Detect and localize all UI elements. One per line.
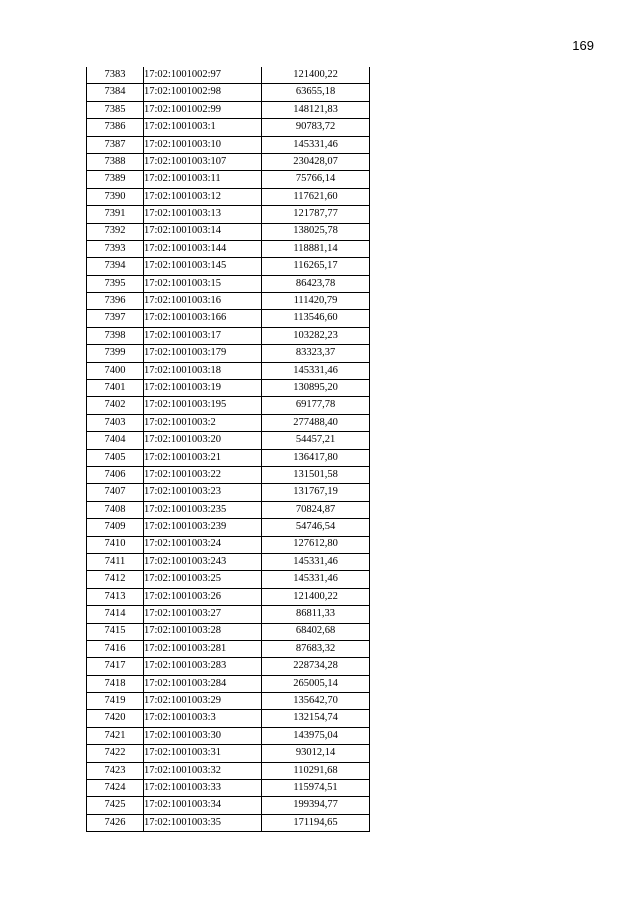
value-cell: 228734,28 — [262, 658, 370, 675]
cadastral-number-cell: 17:02:1001003:2 — [144, 414, 262, 431]
table-row — [87, 588, 370, 605]
row-number-cell: 7407 — [87, 484, 144, 501]
row-number-cell: 7422 — [87, 745, 144, 762]
table-row — [87, 536, 370, 553]
row-number-cell: 7401 — [87, 380, 144, 397]
cadastral-number-cell: 17:02:1001003:22 — [144, 466, 262, 483]
value-cell: 113546,60 — [262, 310, 370, 327]
value-cell: 136417,80 — [262, 449, 370, 466]
cadastral-number-cell: 17:02:1001003:16 — [144, 293, 262, 310]
value-cell: 145331,46 — [262, 362, 370, 379]
cadastral-number-cell: 17:02:1001003:26 — [144, 588, 262, 605]
value-cell: 103282,23 — [262, 327, 370, 344]
cadastral-number-cell: 17:02:1001003:29 — [144, 693, 262, 710]
cadastral-number-cell: 17:02:1001003:281 — [144, 640, 262, 657]
table-row — [87, 275, 370, 292]
table-row — [87, 345, 370, 362]
row-number-cell: 7384 — [87, 84, 144, 101]
row-number-cell: 7421 — [87, 727, 144, 744]
cadastral-number-cell: 17:02:1001003:14 — [144, 223, 262, 240]
cadastral-number-cell: 17:02:1001002:98 — [144, 84, 262, 101]
table-row — [87, 258, 370, 275]
row-number-cell: 7415 — [87, 623, 144, 640]
cadastral-number-cell: 17:02:1001003:12 — [144, 188, 262, 205]
row-number-cell: 7412 — [87, 571, 144, 588]
table-row — [87, 484, 370, 501]
row-number-cell: 7394 — [87, 258, 144, 275]
cadastral-number-cell: 17:02:1001003:284 — [144, 675, 262, 692]
value-cell: 86423,78 — [262, 275, 370, 292]
value-cell: 131767,19 — [262, 484, 370, 501]
row-number-cell: 7383 — [87, 67, 144, 84]
cadastral-number-cell: 17:02:1001003:10 — [144, 136, 262, 153]
table-row — [87, 519, 370, 536]
value-cell: 115974,51 — [262, 780, 370, 797]
table-row — [87, 223, 370, 240]
table-row — [87, 101, 370, 118]
value-cell: 70824,87 — [262, 501, 370, 518]
row-number-cell: 7417 — [87, 658, 144, 675]
row-number-cell: 7391 — [87, 206, 144, 223]
table-row — [87, 606, 370, 623]
cadastral-number-cell: 17:02:1001003:17 — [144, 327, 262, 344]
page-number: 169 — [572, 38, 594, 53]
cadastral-number-cell: 17:02:1001003:107 — [144, 153, 262, 170]
value-cell: 63655,18 — [262, 84, 370, 101]
row-number-cell: 7409 — [87, 519, 144, 536]
table-row — [87, 501, 370, 518]
cadastral-number-cell: 17:02:1001003:145 — [144, 258, 262, 275]
value-cell: 118881,14 — [262, 240, 370, 257]
row-number-cell: 7416 — [87, 640, 144, 657]
value-cell: 116265,17 — [262, 258, 370, 275]
table-row — [87, 119, 370, 136]
row-number-cell: 7413 — [87, 588, 144, 605]
value-cell: 121400,22 — [262, 588, 370, 605]
table-row — [87, 240, 370, 257]
value-cell: 148121,83 — [262, 101, 370, 118]
value-cell: 138025,78 — [262, 223, 370, 240]
row-number-cell: 7387 — [87, 136, 144, 153]
cadastral-number-cell: 17:02:1001003:33 — [144, 780, 262, 797]
row-number-cell: 7385 — [87, 101, 144, 118]
cadastral-number-cell: 17:02:1001003:27 — [144, 606, 262, 623]
table-row — [87, 67, 370, 84]
cadastral-number-cell: 17:02:1001003:18 — [144, 362, 262, 379]
table-row — [87, 693, 370, 710]
row-number-cell: 7390 — [87, 188, 144, 205]
table-row — [87, 380, 370, 397]
cadastral-number-cell: 17:02:1001002:99 — [144, 101, 262, 118]
cadastral-number-cell: 17:02:1001003:166 — [144, 310, 262, 327]
table-row — [87, 727, 370, 744]
value-cell: 265005,14 — [262, 675, 370, 692]
row-number-cell: 7397 — [87, 310, 144, 327]
cadastral-number-cell: 17:02:1001003:239 — [144, 519, 262, 536]
cadastral-number-cell: 17:02:1001003:35 — [144, 814, 262, 831]
cadastral-number-cell: 17:02:1001003:144 — [144, 240, 262, 257]
value-cell: 83323,37 — [262, 345, 370, 362]
row-number-cell: 7405 — [87, 449, 144, 466]
cadastral-number-cell: 17:02:1001003:19 — [144, 380, 262, 397]
cadastral-value-table — [86, 67, 370, 832]
table-row — [87, 780, 370, 797]
row-number-cell: 7425 — [87, 797, 144, 814]
cadastral-number-cell: 17:02:1001003:11 — [144, 171, 262, 188]
row-number-cell: 7396 — [87, 293, 144, 310]
cadastral-number-cell: 17:02:1001003:28 — [144, 623, 262, 640]
value-cell: 143975,04 — [262, 727, 370, 744]
table-row — [87, 623, 370, 640]
value-cell: 230428,07 — [262, 153, 370, 170]
cadastral-number-cell: 17:02:1001003:23 — [144, 484, 262, 501]
cadastral-number-cell: 17:02:1001003:283 — [144, 658, 262, 675]
value-cell: 75766,14 — [262, 171, 370, 188]
cadastral-number-cell: 17:02:1001003:235 — [144, 501, 262, 518]
value-cell: 90783,72 — [262, 119, 370, 136]
value-cell: 54457,21 — [262, 432, 370, 449]
table-row — [87, 327, 370, 344]
value-cell: 171194,65 — [262, 814, 370, 831]
table-row — [87, 710, 370, 727]
row-number-cell: 7408 — [87, 501, 144, 518]
table-row — [87, 310, 370, 327]
cadastral-number-cell: 17:02:1001002:97 — [144, 67, 262, 84]
table-row — [87, 762, 370, 779]
row-number-cell: 7414 — [87, 606, 144, 623]
row-number-cell: 7402 — [87, 397, 144, 414]
table-row — [87, 362, 370, 379]
table-row — [87, 153, 370, 170]
cadastral-number-cell: 17:02:1001003:34 — [144, 797, 262, 814]
row-number-cell: 7399 — [87, 345, 144, 362]
table-row — [87, 84, 370, 101]
table-row — [87, 745, 370, 762]
value-cell: 111420,79 — [262, 293, 370, 310]
cadastral-number-cell: 17:02:1001003:13 — [144, 206, 262, 223]
value-cell: 130895,20 — [262, 380, 370, 397]
table-row — [87, 797, 370, 814]
value-cell: 145331,46 — [262, 553, 370, 570]
table-row — [87, 293, 370, 310]
row-number-cell: 7395 — [87, 275, 144, 292]
table-row — [87, 449, 370, 466]
value-cell: 117621,60 — [262, 188, 370, 205]
value-cell: 131501,58 — [262, 466, 370, 483]
value-cell: 121400,22 — [262, 67, 370, 84]
value-cell: 127612,80 — [262, 536, 370, 553]
value-cell: 87683,32 — [262, 640, 370, 657]
row-number-cell: 7419 — [87, 693, 144, 710]
table-row — [87, 206, 370, 223]
table-row — [87, 571, 370, 588]
table-row — [87, 814, 370, 831]
value-cell: 145331,46 — [262, 136, 370, 153]
cadastral-number-cell: 17:02:1001003:179 — [144, 345, 262, 362]
table-row — [87, 466, 370, 483]
table-row — [87, 397, 370, 414]
cadastral-number-cell: 17:02:1001003:32 — [144, 762, 262, 779]
table-row — [87, 553, 370, 570]
table-row — [87, 414, 370, 431]
row-number-cell: 7386 — [87, 119, 144, 136]
row-number-cell: 7389 — [87, 171, 144, 188]
table-row — [87, 171, 370, 188]
cadastral-number-cell: 17:02:1001003:24 — [144, 536, 262, 553]
row-number-cell: 7410 — [87, 536, 144, 553]
value-cell: 277488,40 — [262, 414, 370, 431]
cadastral-number-cell: 17:02:1001003:15 — [144, 275, 262, 292]
cadastral-number-cell: 17:02:1001003:30 — [144, 727, 262, 744]
cadastral-number-cell: 17:02:1001003:21 — [144, 449, 262, 466]
row-number-cell: 7403 — [87, 414, 144, 431]
cadastral-number-cell: 17:02:1001003:1 — [144, 119, 262, 136]
value-cell: 132154,74 — [262, 710, 370, 727]
value-cell: 199394,77 — [262, 797, 370, 814]
row-number-cell: 7423 — [87, 762, 144, 779]
value-cell: 145331,46 — [262, 571, 370, 588]
value-cell: 86811,33 — [262, 606, 370, 623]
table-row — [87, 658, 370, 675]
row-number-cell: 7398 — [87, 327, 144, 344]
table-body — [87, 67, 370, 832]
cadastral-number-cell: 17:02:1001003:195 — [144, 397, 262, 414]
row-number-cell: 7406 — [87, 466, 144, 483]
value-cell: 54746,54 — [262, 519, 370, 536]
cadastral-number-cell: 17:02:1001003:20 — [144, 432, 262, 449]
row-number-cell: 7388 — [87, 153, 144, 170]
value-cell: 68402,68 — [262, 623, 370, 640]
row-number-cell: 7404 — [87, 432, 144, 449]
row-number-cell: 7392 — [87, 223, 144, 240]
value-cell: 69177,78 — [262, 397, 370, 414]
row-number-cell: 7400 — [87, 362, 144, 379]
table-row — [87, 136, 370, 153]
value-cell: 121787,77 — [262, 206, 370, 223]
row-number-cell: 7426 — [87, 814, 144, 831]
value-cell: 135642,70 — [262, 693, 370, 710]
value-cell: 110291,68 — [262, 762, 370, 779]
table-row — [87, 675, 370, 692]
cadastral-number-cell: 17:02:1001003:31 — [144, 745, 262, 762]
row-number-cell: 7411 — [87, 553, 144, 570]
row-number-cell: 7393 — [87, 240, 144, 257]
table-row — [87, 188, 370, 205]
table-row — [87, 432, 370, 449]
row-number-cell: 7418 — [87, 675, 144, 692]
cadastral-number-cell: 17:02:1001003:25 — [144, 571, 262, 588]
row-number-cell: 7420 — [87, 710, 144, 727]
table-row — [87, 640, 370, 657]
row-number-cell: 7424 — [87, 780, 144, 797]
cadastral-number-cell: 17:02:1001003:3 — [144, 710, 262, 727]
cadastral-number-cell: 17:02:1001003:243 — [144, 553, 262, 570]
value-cell: 93012,14 — [262, 745, 370, 762]
